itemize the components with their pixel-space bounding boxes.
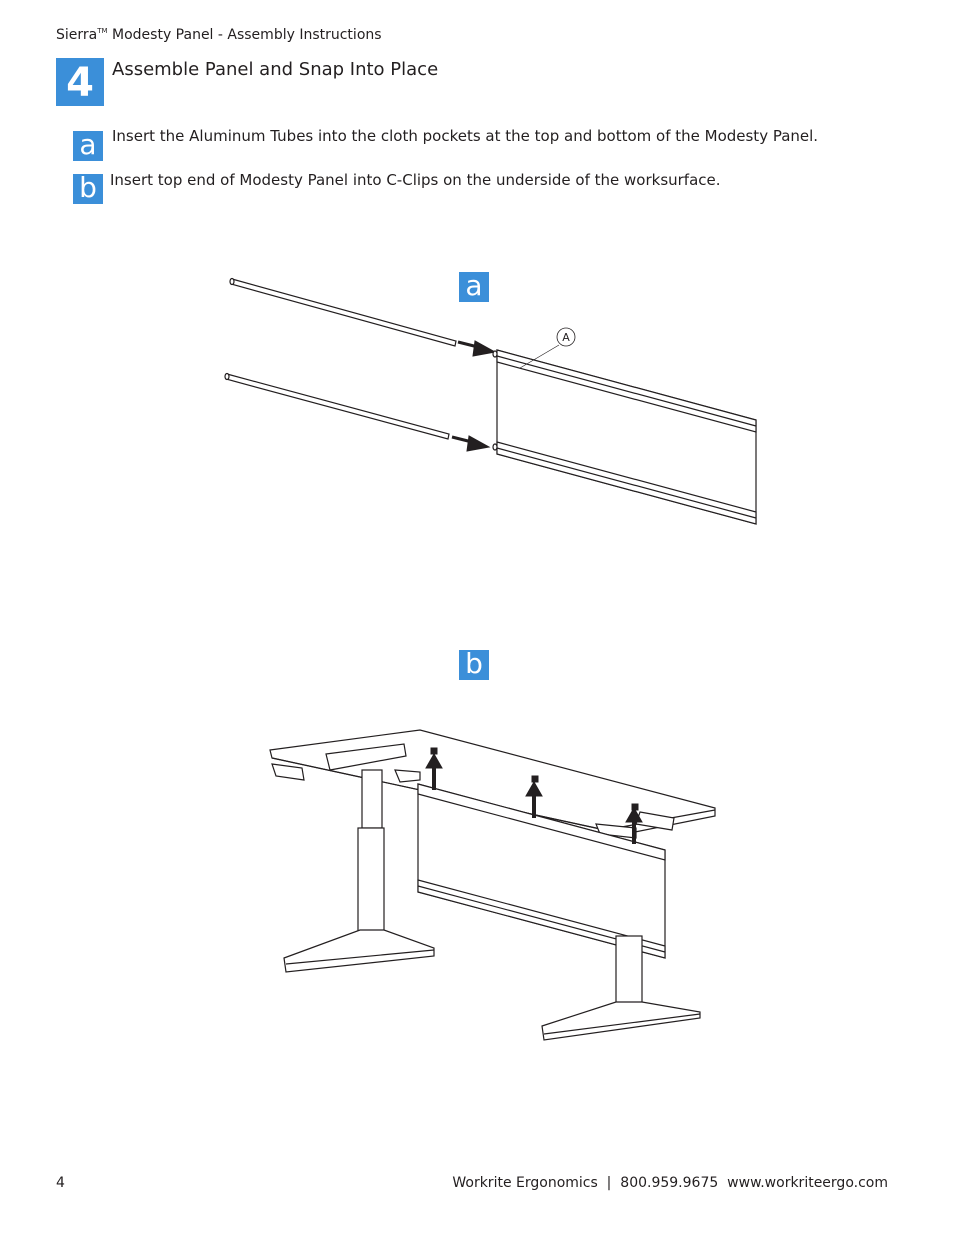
aluminum-tube-top — [230, 279, 456, 347]
figure-a-tubes-into-panel — [220, 270, 780, 540]
substep-b-text: Insert top end of Modesty Panel into C-Clips on the underside of the worksurface. — [110, 171, 721, 189]
right-foot — [542, 1002, 700, 1040]
left-leg-upper — [362, 770, 382, 828]
aluminum-tube-bottom — [225, 374, 449, 440]
substep-b-badge: b — [73, 174, 103, 204]
right-leg — [616, 936, 642, 1006]
header-trademark: TM — [97, 27, 108, 35]
header-title: Modesty Panel - Assembly Instructions — [107, 27, 382, 43]
step-number-badge: 4 — [56, 58, 104, 106]
footer-company-line: Workrite Ergonomics | 800.959.9675 www.workriteergo.com — [452, 1175, 888, 1191]
arrow-top — [458, 341, 495, 356]
substep-a-text: Insert the Aluminum Tubes into the cloth pockets at the top and bottom of the Modesty Panel. — [112, 127, 819, 145]
page-number: 4 — [56, 1175, 65, 1191]
header-brand: Sierra — [56, 27, 98, 43]
figure-b-label: b — [459, 650, 489, 680]
left-leg-lower — [358, 828, 384, 938]
arrow-bottom — [452, 436, 489, 451]
figure-b-desk-installation — [260, 720, 740, 1050]
page-header — [56, 27, 382, 43]
figure-a-label: a — [459, 272, 489, 302]
substep-a-badge: a — [73, 131, 103, 161]
left-foot — [284, 930, 434, 972]
step-title: Assemble Panel and Snap Into Place — [112, 59, 439, 80]
modesty-panel — [493, 350, 756, 524]
callout-a-letter: A — [562, 331, 570, 344]
